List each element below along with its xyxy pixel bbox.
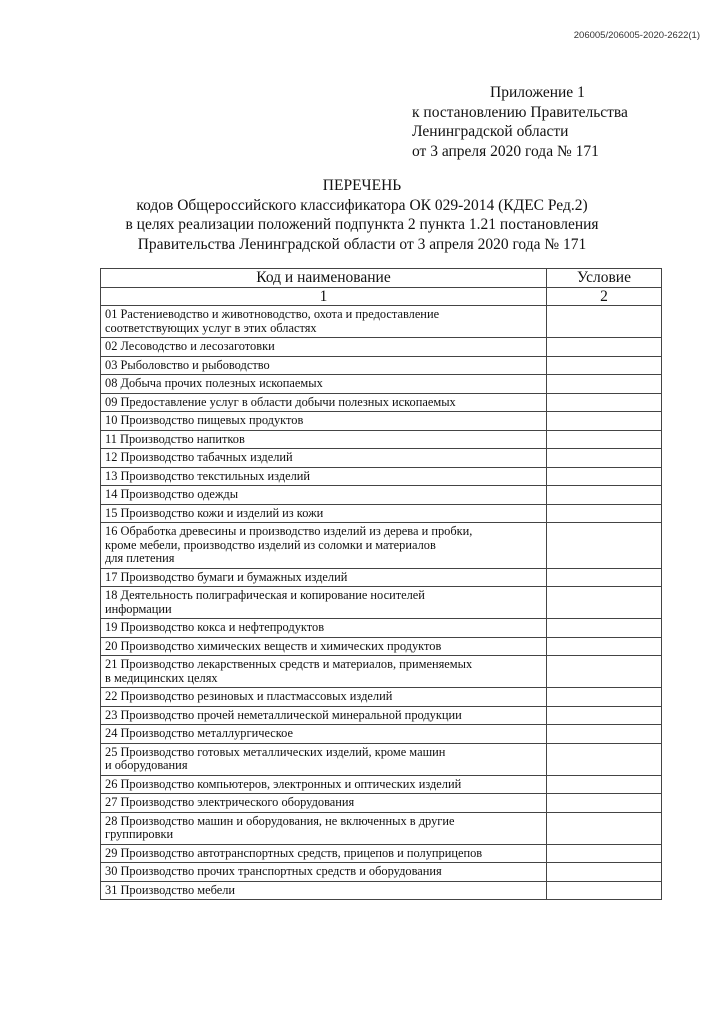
condition-cell <box>547 449 662 468</box>
heading-line: в целях реализации положений подпункта 2 пункта 1.21 постановления <box>125 216 599 233</box>
condition-cell <box>547 725 662 744</box>
condition-cell <box>547 863 662 882</box>
condition-cell <box>547 812 662 844</box>
table-row <box>101 412 662 431</box>
code-name-cell: 13 Производство текстильных изделий <box>101 467 547 486</box>
code-name-cell: 01 Растениеводство и животноводство, охота и предоставление соответствующих услуг в этих областях <box>101 306 547 338</box>
table-row <box>101 725 662 744</box>
code-name-cell: 20 Производство химических веществ и химических продуктов <box>101 637 547 656</box>
appendix-date: от 3 апреля 2020 года № 171 <box>412 142 599 160</box>
condition-cell <box>547 656 662 688</box>
code-name-cell: 15 Производство кожи и изделий из кожи <box>101 504 547 523</box>
table-row <box>101 688 662 707</box>
table-row <box>101 637 662 656</box>
code-name-cell: 21 Производство лекарственных средств и материалов, применяемых в медицинских целях <box>101 656 547 688</box>
appendix-block <box>412 83 628 161</box>
column-number-2: 2 <box>547 288 662 306</box>
condition-cell <box>547 338 662 357</box>
code-name-cell: 17 Производство бумаги и бумажных изделий <box>101 568 547 587</box>
condition-cell <box>547 356 662 375</box>
condition-cell <box>547 706 662 725</box>
table-row <box>101 306 662 338</box>
code-name-cell: 24 Производство металлургическое <box>101 725 547 744</box>
code-name-cell: 11 Производство напитков <box>101 430 547 449</box>
condition-cell <box>547 467 662 486</box>
table-row <box>101 706 662 725</box>
table-row <box>101 775 662 794</box>
condition-cell <box>547 393 662 412</box>
condition-cell <box>547 688 662 707</box>
table-row <box>101 656 662 688</box>
code-name-cell: 08 Добыча прочих полезных ископаемых <box>101 375 547 394</box>
table-row <box>101 844 662 863</box>
appendix-number: Приложение 1 <box>490 84 585 101</box>
condition-cell <box>547 523 662 569</box>
condition-cell <box>547 375 662 394</box>
code-name-cell: 10 Производство пищевых продуктов <box>101 412 547 431</box>
table-row <box>101 523 662 569</box>
table-row <box>101 881 662 900</box>
appendix-resolution: к постановлению Правительства <box>412 103 628 121</box>
code-name-cell: 23 Производство прочей неметаллической минеральной продукции <box>101 706 547 725</box>
table-row <box>101 863 662 882</box>
code-name-cell: 25 Производство готовых металлических изделий, кроме машин и оборудования <box>101 743 547 775</box>
table-row <box>101 375 662 394</box>
code-name-cell: 19 Производство кокса и нефтепродуктов <box>101 619 547 638</box>
condition-cell <box>547 430 662 449</box>
table-row <box>101 393 662 412</box>
code-name-cell: 29 Производство автотранспортных средств, прицепов и полуприцепов <box>101 844 547 863</box>
code-name-cell: 09 Предоставление услуг в области добычи полезных ископаемых <box>101 393 547 412</box>
table-header-row <box>101 269 662 288</box>
table-row <box>101 812 662 844</box>
codes-table <box>100 268 662 900</box>
code-name-cell: 14 Производство одежды <box>101 486 547 505</box>
table-row <box>101 449 662 468</box>
condition-cell <box>547 743 662 775</box>
column-header-code-name: Код и наименование <box>101 269 547 288</box>
column-number-row <box>101 288 662 306</box>
table-row <box>101 356 662 375</box>
heading-line: кодов Общероссийского классификатора ОК 029-2014 (КДЕС Ред.2) <box>136 196 588 214</box>
condition-cell <box>547 775 662 794</box>
code-name-cell: 26 Производство компьютеров, электронных и оптических изделий <box>101 775 547 794</box>
code-name-cell: 02 Лесоводство и лесозаготовки <box>101 338 547 357</box>
table-row <box>101 430 662 449</box>
condition-cell <box>547 587 662 619</box>
table-row <box>101 568 662 587</box>
table-row <box>101 338 662 357</box>
code-name-cell: 27 Производство электрического оборудования <box>101 794 547 813</box>
code-name-cell: 18 Деятельность полиграфическая и копирование носителей информации <box>101 587 547 619</box>
table-row <box>101 587 662 619</box>
condition-cell <box>547 504 662 523</box>
code-name-cell: 03 Рыболовство и рыбоводство <box>101 356 547 375</box>
condition-cell <box>547 637 662 656</box>
condition-cell <box>547 568 662 587</box>
codes-table-body <box>101 306 662 900</box>
document-title: ПЕРЕЧЕНЬ <box>322 177 402 194</box>
code-name-cell: 30 Производство прочих транспортных средств и оборудования <box>101 863 547 882</box>
condition-cell <box>547 794 662 813</box>
document-id: 206005/206005-2020-2622(1) <box>573 30 700 41</box>
column-header-condition: Условие <box>547 269 662 288</box>
condition-cell <box>547 412 662 431</box>
condition-cell <box>547 306 662 338</box>
code-name-cell: 12 Производство табачных изделий <box>101 449 547 468</box>
condition-cell <box>547 881 662 900</box>
table-row <box>101 467 662 486</box>
table-row <box>101 619 662 638</box>
table-row <box>101 794 662 813</box>
code-name-cell: 16 Обработка древесины и производство изделий из дерева и пробки, кроме мебели, производство изделий из соломки и материалов для плетения <box>101 523 547 569</box>
condition-cell <box>547 844 662 863</box>
code-name-cell: 31 Производство мебели <box>101 881 547 900</box>
column-number-1: 1 <box>101 288 547 306</box>
code-name-cell: 22 Производство резиновых и пластмассовых изделий <box>101 688 547 707</box>
appendix-region: Ленинградской области <box>412 123 569 140</box>
table-row <box>101 504 662 523</box>
table-row <box>101 486 662 505</box>
table-row <box>101 743 662 775</box>
code-name-cell: 28 Производство машин и оборудования, не включенных в другие группировки <box>101 812 547 844</box>
heading-line: Правительства Ленинградской области от 3 апреля 2020 года № 171 <box>137 235 587 253</box>
document-heading <box>0 176 724 254</box>
condition-cell <box>547 486 662 505</box>
condition-cell <box>547 619 662 638</box>
